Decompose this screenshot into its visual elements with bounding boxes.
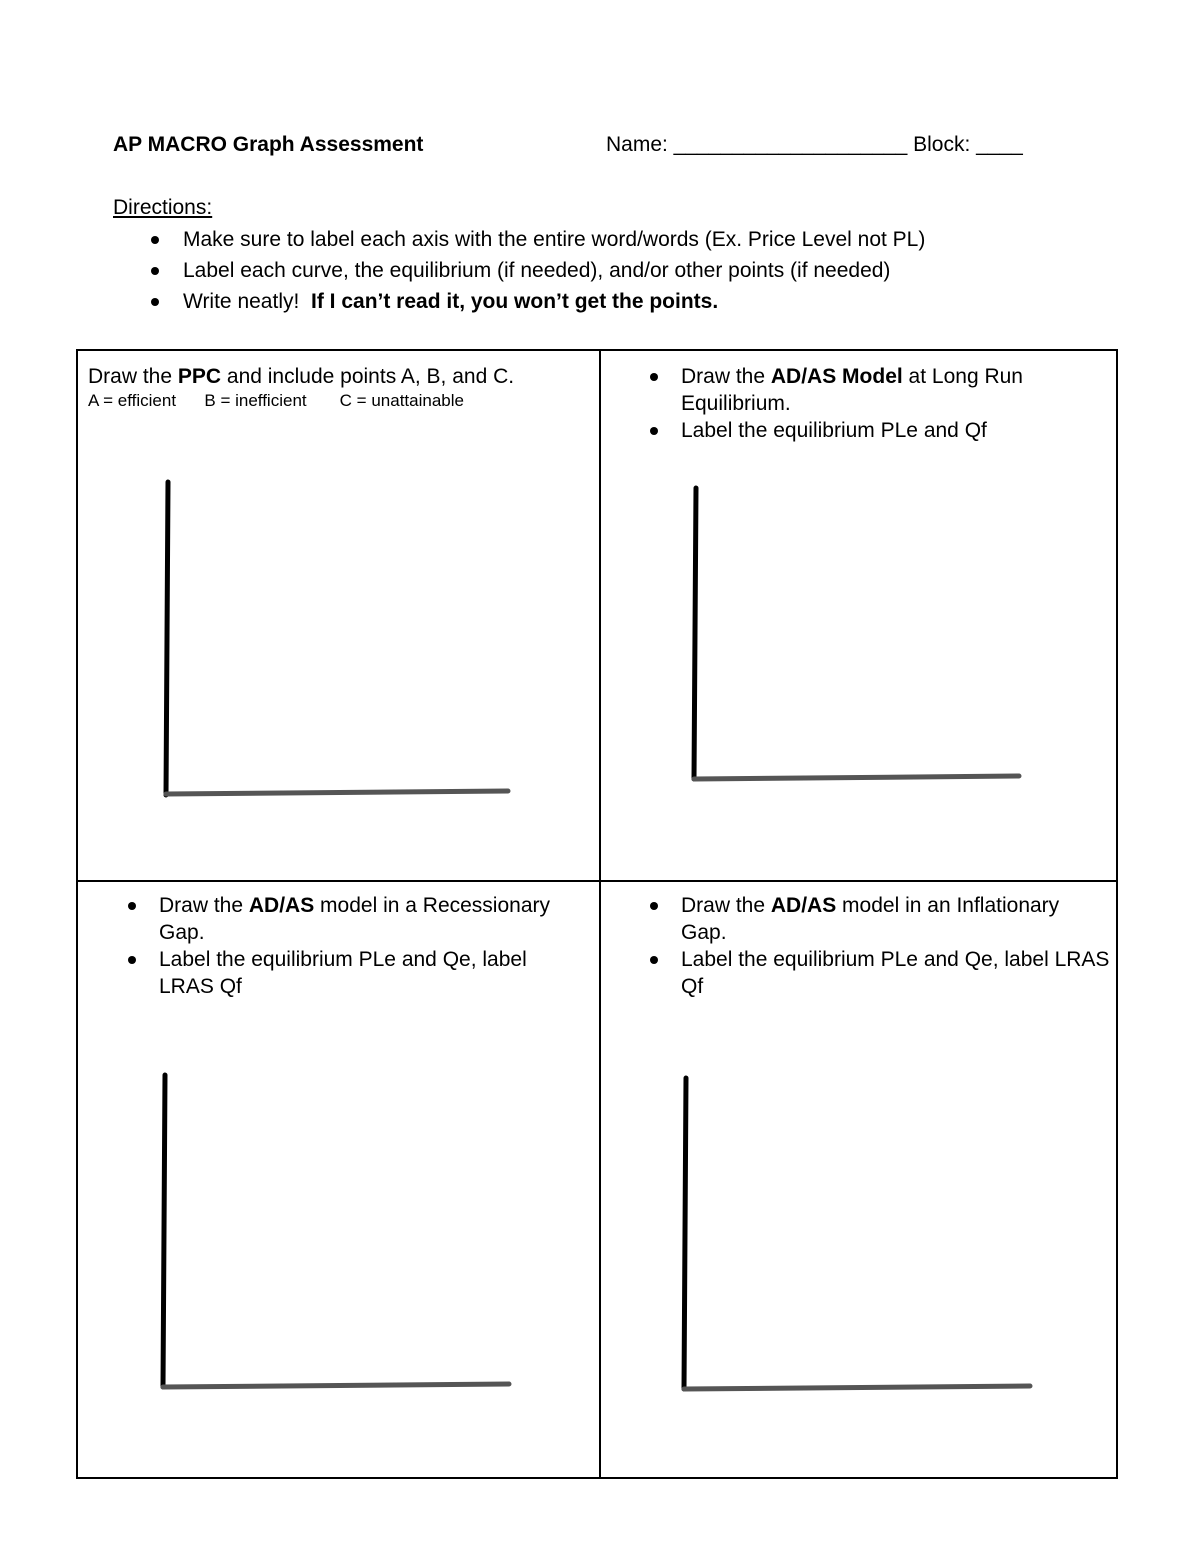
instruction-post: at Long Run Equilibrium. bbox=[681, 365, 1023, 415]
ppc-points-legend: A = efficient B = inefficient C = unattainable bbox=[88, 391, 464, 410]
instruction-item bbox=[126, 946, 586, 1000]
cell-ppc bbox=[88, 363, 588, 412]
ppc-instruction bbox=[88, 363, 588, 390]
ppc-instruction-post: and include points A, B, and C. bbox=[221, 365, 515, 388]
name-block-field[interactable]: Name: ____________________ Block: ____ bbox=[606, 133, 1023, 156]
instruction-pre: Draw the bbox=[681, 365, 771, 388]
instruction-item bbox=[648, 946, 1110, 1000]
direction-text: Label each curve, the equilibrium (if needed), and/or other points (if needed) bbox=[183, 259, 891, 282]
worksheet-title: AP MACRO Graph Assessment bbox=[113, 133, 424, 156]
ppc-instruction-pre: Draw the bbox=[88, 365, 178, 388]
adas-inflationary-list bbox=[648, 892, 1110, 1000]
grid-divider-vertical bbox=[599, 351, 601, 1477]
instruction-bold: AD/AS bbox=[770, 894, 837, 917]
direction-item bbox=[151, 255, 1113, 286]
direction-item bbox=[151, 286, 1113, 317]
direction-bold-text: If I can’t read it, you won’t get the points. bbox=[311, 290, 719, 313]
instruction-item bbox=[648, 417, 1108, 444]
cell-adas-recessionary bbox=[126, 892, 586, 1000]
instruction-text: Label the equilibrium PLe and Qe, label LRAS Qf bbox=[159, 948, 527, 998]
instruction-post: model in a Recessionary Gap. bbox=[159, 894, 550, 944]
instruction-bold: AD/AS bbox=[248, 894, 315, 917]
instruction-pre: Draw the bbox=[159, 894, 249, 917]
instruction-text: Label the equilibrium PLe and Qe, label LRAS Qf bbox=[681, 948, 1110, 998]
direction-text: Make sure to label each axis with the entire word/words (Ex. Price Level not PL) bbox=[183, 228, 926, 251]
grid-divider-horizontal bbox=[78, 880, 1116, 882]
directions-list bbox=[113, 224, 1113, 317]
direction-item bbox=[151, 224, 1113, 255]
instruction-item bbox=[126, 892, 586, 946]
directions-section bbox=[113, 196, 1113, 317]
adas-recessionary-list bbox=[126, 892, 586, 1000]
instruction-post: model in an Inflationary Gap. bbox=[681, 894, 1060, 944]
instruction-item bbox=[648, 363, 1108, 417]
instruction-item bbox=[648, 892, 1110, 946]
instruction-pre: Draw the bbox=[681, 894, 771, 917]
worksheet-header bbox=[113, 133, 1093, 163]
ppc-instruction-bold: PPC bbox=[177, 365, 222, 388]
graph-grid bbox=[76, 349, 1118, 1479]
instruction-bold: AD/AS Model bbox=[770, 365, 903, 388]
adas-long-run-list bbox=[648, 363, 1108, 444]
directions-label: Directions: bbox=[113, 196, 213, 219]
cell-adas-long-run bbox=[648, 363, 1108, 444]
direction-text: Write neatly! bbox=[183, 290, 311, 313]
instruction-text: Label the equilibrium PLe and Qf bbox=[681, 419, 987, 442]
cell-adas-inflationary bbox=[648, 892, 1110, 1000]
